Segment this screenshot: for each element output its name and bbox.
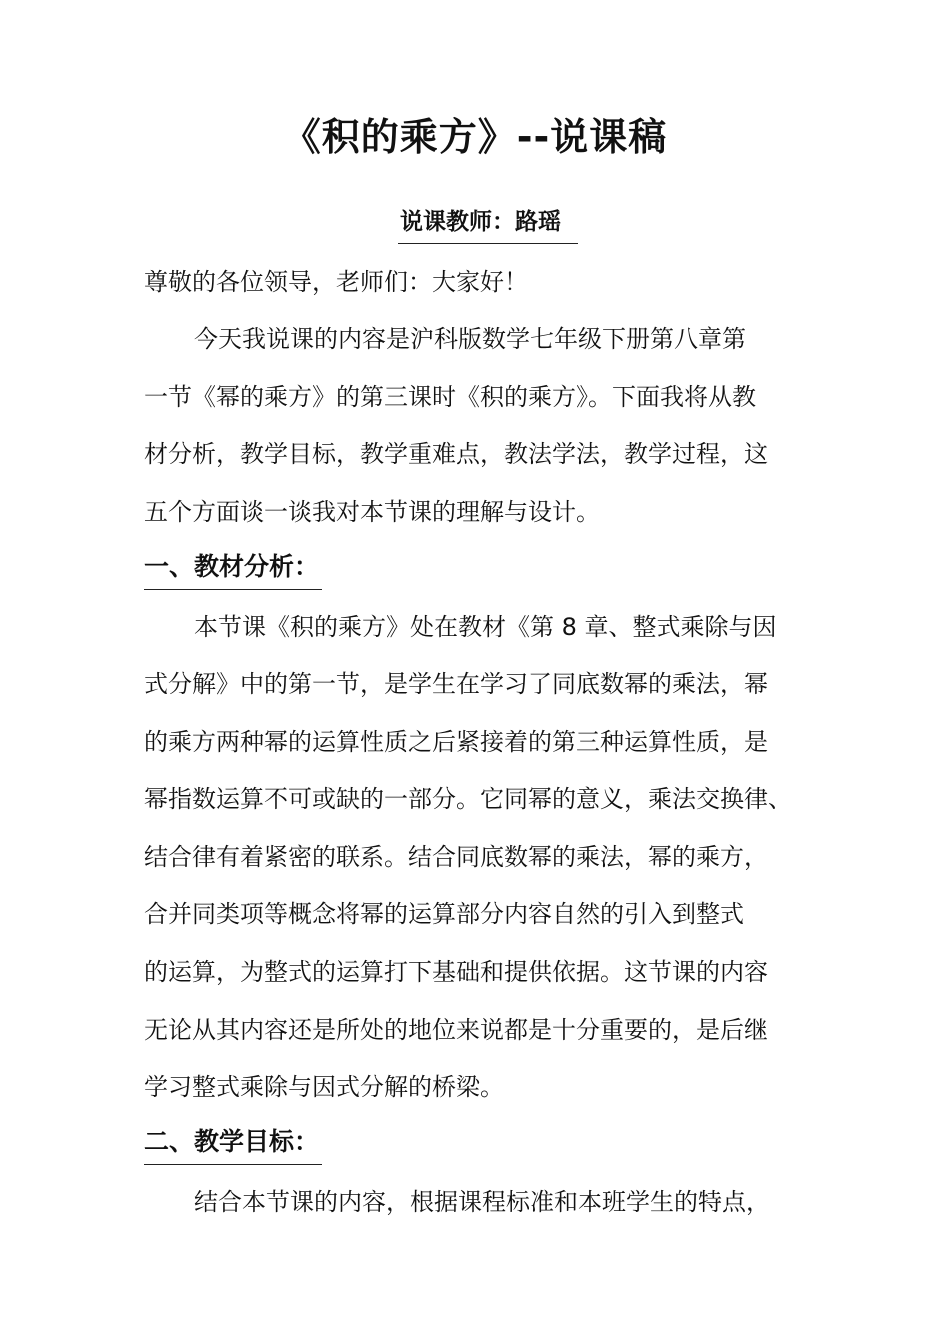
paragraph-line: 结合律有着紧密的联系。结合同底数幂的乘法，幂的乘方， xyxy=(144,843,768,871)
document-title: 《积的乘方》--说课稿 xyxy=(282,115,668,159)
paragraph-line: 本节课《积的乘方》处在教材《第 8 章、整式乘除与因 xyxy=(194,613,777,641)
paragraph-line: 结合本节课的内容，根据课程标准和本班学生的特点， xyxy=(194,1188,770,1216)
paragraph-line: 式分解》中的第一节，是学生在学习了同底数幂的乘法，幂 xyxy=(144,670,768,698)
paragraph-line: 合并同类项等概念将幂的运算部分内容自然的引入到整式 xyxy=(144,900,744,928)
intro-line: 一节《幂的乘方》的第三课时《积的乘方》。下面我将从教 xyxy=(144,383,756,411)
paragraph-line: 幂指数运算不可或缺的一部分。它同幂的意义，乘法交换律、 xyxy=(144,785,792,813)
section-heading-textbook-analysis: 一、教材分析： xyxy=(144,552,320,581)
paragraph-line: 无论从其内容还是所处的地位来说都是十分重要的，是后继 xyxy=(144,1016,768,1044)
teacher-byline: 说课教师：路瑶 xyxy=(400,209,561,235)
section-heading-underline xyxy=(144,589,322,590)
section-heading-teaching-goals: 二、教学目标： xyxy=(144,1127,320,1156)
byline-underline xyxy=(398,243,578,244)
intro-line: 五个方面谈一谈我对本节课的理解与设计。 xyxy=(144,498,600,526)
intro-line: 材分析，教学目标，教学重难点，教法学法，教学过程，这 xyxy=(144,440,768,468)
paragraph-line: 学习整式乘除与因式分解的桥梁。 xyxy=(144,1073,504,1101)
paragraph-line: 的乘方两种幂的运算性质之后紧接着的第三种运算性质，是 xyxy=(144,728,768,756)
intro-line: 今天我说课的内容是沪科版数学七年级下册第八章第 xyxy=(194,325,746,353)
section-heading-underline xyxy=(144,1164,322,1165)
greeting: 尊敬的各位领导，老师们：大家好！ xyxy=(144,268,528,296)
paragraph-line: 的运算，为整式的运算打下基础和提供依据。这节课的内容 xyxy=(144,958,768,986)
